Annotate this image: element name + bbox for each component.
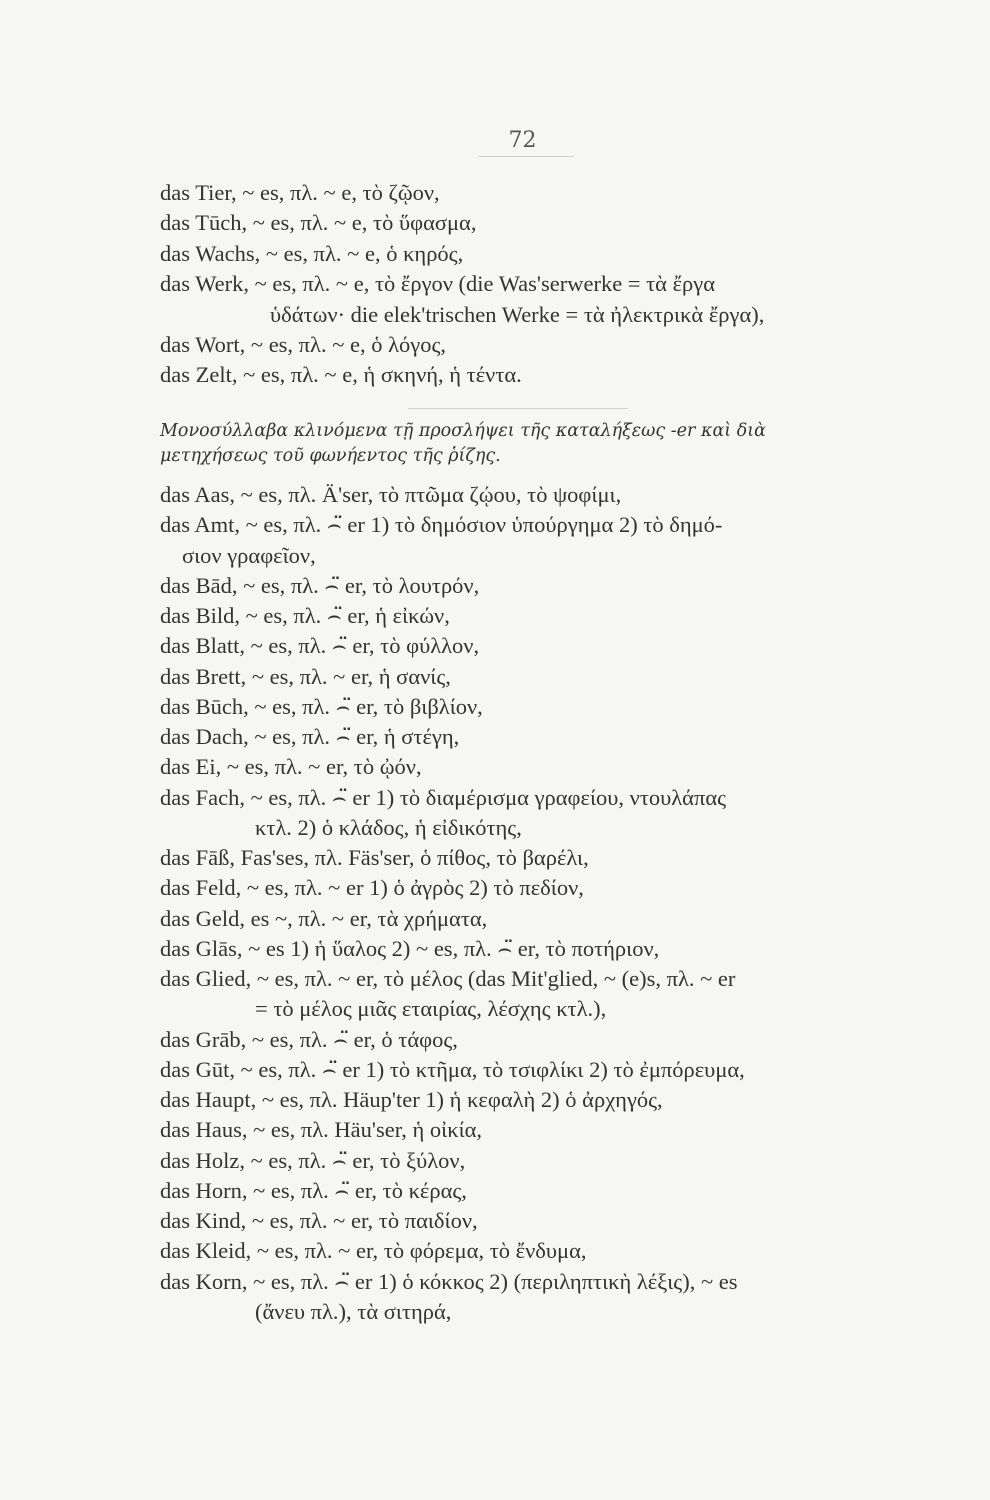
entry-buch: das Būch, ~ es, πλ. ⌢̈ er, τὸ βιβλίον, [160, 693, 483, 719]
entry-glied: das Glied, ~ es, πλ. ~ er, τὸ μέλος (das Mit'glied, ~ (e)s, πλ. ~ er [160, 966, 736, 991]
entry-fass: das Fāß, Fas'ses, πλ. Fäs'ser, ὁ πίθος, τὸ βαρέλι, [160, 845, 589, 870]
entry-amt-continued: σιον γραφεῖον, [182, 542, 316, 568]
entry-fach-continued: κτλ. 2) ὁ κλάδος, ἡ εἰδικότης, [255, 814, 522, 840]
entry-werk-continued: ὑδάτων· die elek'trischen Werke = τὰ ἠλεκτρικὰ ἔργα), [270, 301, 765, 327]
section-heading-line-2: μετηχήσεως τοῦ φωνήεντος τῆς ῥίζης. [160, 446, 501, 466]
entries-main [160, 480, 920, 1327]
page-number: 72 [508, 128, 537, 153]
entry-aas: das Aas, ~ es, πλ. Ä'ser, τὸ πτῶμα ζῴου, τὸ ψοφίμι, [160, 482, 622, 507]
entry-korn-continued: (ἄνευ πλ.), τὰ σιτηρά, [255, 1298, 452, 1324]
entry-horn: das Horn, ~ es, πλ. ⌢̈ er, τὸ κέρας, [160, 1177, 467, 1203]
entries-top [160, 178, 920, 391]
entry-amt: das Amt, ~ es, πλ. ⌢̈ er 1) τὸ δημόσιον ὑπούργημα 2) τὸ δημό- [160, 512, 723, 538]
entry-haupt: das Haupt, ~ es, πλ. Häup'ter 1) ἡ κεφαλὴ 2) ὁ ἀρχηγός, [160, 1087, 663, 1112]
section-heading [160, 419, 940, 469]
entry-brett: das Brett, ~ es, πλ. ~ er, ἡ σανίς, [160, 663, 451, 689]
entry-wachs: das Wachs, ~ es, πλ. ~ e, ὁ κηρός, [160, 240, 464, 266]
entry-gut: das Gūt, ~ es, πλ. ⌢̈ er 1) τὸ κτῆμα, τὸ τσιφλίκι 2) τὸ ἐμπόρευμα, [160, 1056, 745, 1082]
section-heading-line-1: Μονοσύλλαβα κλινόμενα τῇ προσλήψει τῆς καταλήξεως -er καὶ διὰ [160, 421, 766, 441]
entry-grab: das Grāb, ~ es, πλ. ⌢̈ er, ὁ τάφος, [160, 1026, 458, 1052]
entry-glied-continued: = τὸ μέλος μιᾶς εταιρίας, λέσχης κτλ.), [255, 996, 607, 1022]
entry-ei: das Ei, ~ es, πλ. ~ er, τὸ ᾠόν, [160, 754, 422, 780]
entry-bild: das Bild, ~ es, πλ. ⌢̈ er, ἡ εἰκών, [160, 603, 450, 628]
entry-kleid: das Kleid, ~ es, πλ. ~ er, τὸ φόρεμα, τὸ ἔνδυμα, [160, 1238, 587, 1264]
entry-haus: das Haus, ~ es, πλ. Häu'ser, ἡ οἰκία, [160, 1117, 483, 1143]
entry-kind: das Kind, ~ es, πλ. ~ er, τὸ παιδίον, [160, 1208, 478, 1233]
entry-tier: das Tier, ~ es, πλ. ~ e, τὸ ζῷον, [160, 180, 440, 205]
entry-bad: das Bād, ~ es, πλ. ⌢̈ er, τὸ λουτρόν, [160, 572, 480, 598]
entry-wort: das Wort, ~ es, πλ. ~ e, ὁ λόγος, [160, 332, 446, 358]
entry-holz: das Holz, ~ es, πλ. ⌢̈ er, τὸ ξύλον, [160, 1147, 466, 1173]
entry-glas: das Glās, ~ es 1) ἡ ὕαλος 2) ~ es, πλ. ⌢̈ er, τὸ ποτήριον, [160, 935, 660, 961]
entry-tuch: das Tūch, ~ es, πλ. ~ e, τὸ ὕφασμα, [160, 210, 477, 236]
entry-zelt: das Zelt, ~ es, πλ. ~ e, ἡ σκηνή, ἡ τέντα. [160, 362, 522, 388]
entry-blatt: das Blatt, ~ es, πλ. ⌢̈ er, τὸ φύλλον, [160, 633, 480, 659]
section-divider [408, 408, 628, 409]
entry-geld: das Geld, es ~, πλ. ~ er, τὰ χρήματα, [160, 905, 488, 931]
page-number-rule [478, 156, 574, 157]
entry-dach: das Dach, ~ es, πλ. ⌢̈ er, ἡ στέγη, [160, 724, 460, 749]
entry-korn: das Korn, ~ es, πλ. ⌢̈ er 1) ὁ κόκκος 2) (περιληπτικὴ λέξις), ~ es [160, 1268, 738, 1294]
entry-feld: das Feld, ~ es, πλ. ~ er 1) ὁ ἀγρὸς 2) τὸ πεδίον, [160, 875, 584, 901]
entry-fach: das Fach, ~ es, πλ. ⌢̈ er 1) τὸ διαμέρισμα γραφείου, ντουλάπας [160, 784, 727, 810]
entry-werk: das Werk, ~ es, πλ. ~ e, τὸ ἔργον (die Was'serwerke = τὰ ἔργα [160, 271, 715, 297]
